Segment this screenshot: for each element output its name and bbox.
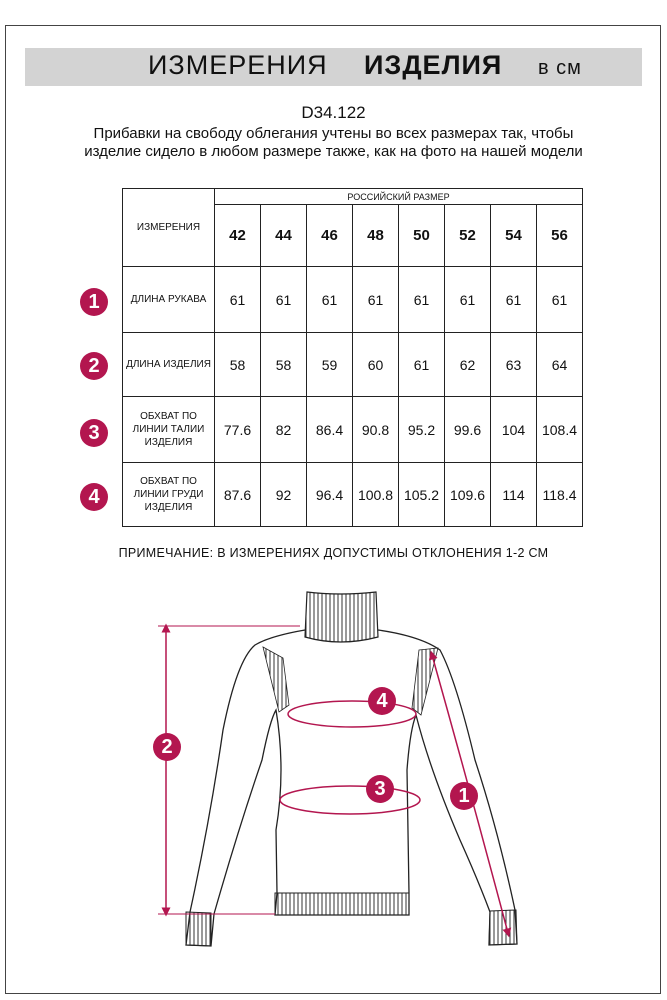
fit-note: Прибавки на свободу облегания учтены во всех размерах так, чтобы изделие сидело в любом размере также, как на фото на нашей модели [84,125,583,160]
measurement-value: 64 [537,333,583,397]
measurement-value: 86.4 [307,397,353,463]
row-number-badge: 2 [80,352,108,380]
table-row [123,333,583,397]
measurement-value: 118.4 [537,463,583,527]
measurement-value: 61 [445,267,491,333]
measurement-value: 58 [215,333,261,397]
size-header: 56 [537,205,583,267]
measurement-value: 87.6 [215,463,261,527]
measurement-value: 109.6 [445,463,491,527]
measurement-value: 58 [261,333,307,397]
measurement-value: 90.8 [353,397,399,463]
measurement-value: 61 [307,267,353,333]
page-title-units: в см [538,57,582,79]
measurement-value: 61 [261,267,307,333]
size-header: 48 [353,205,399,267]
sleeve-marker: 1 [450,782,478,810]
chest-ellipse [288,701,416,727]
measurement-value: 95.2 [399,397,445,463]
table-row [123,463,583,527]
measurement-value: 62 [445,333,491,397]
tolerance-remark: ПРИМЕЧАНИЕ: В ИЗМЕРЕНИЯХ ДОПУСТИМЫ ОТКЛОНЕНИЯ 1-2 СМ [118,546,549,560]
corner-label: ИЗМЕРЕНИЯ [123,189,215,267]
page-title-part1: ИЗМЕРЕНИЯ [148,50,328,80]
measurement-label: ДЛИНА ИЗДЕЛИЯ [123,333,215,397]
measurement-value: 77.6 [215,397,261,463]
table-row [123,267,583,333]
size-header: 44 [261,205,307,267]
page-title-part2: ИЗДЕЛИЯ [364,50,503,80]
measurement-value: 61 [353,267,399,333]
right-side-rib [412,648,438,715]
waist-ellipse [280,786,420,814]
measurement-value: 61 [491,267,537,333]
size-header: 52 [445,205,491,267]
collar [305,592,378,642]
measurement-value: 114 [491,463,537,527]
measurement-value: 61 [537,267,583,333]
row-number-badge: 3 [80,419,108,447]
measurement-value: 92 [261,463,307,527]
length-marker: 2 [153,733,181,761]
measurement-value: 61 [399,267,445,333]
measurement-label: ДЛИНА РУКАВА [123,267,215,333]
table-row [123,397,583,463]
size-group-label: РОССИЙСКИЙ РАЗМЕР [215,189,583,205]
size-header: 42 [215,205,261,267]
measurement-value: 61 [215,267,261,333]
measurement-value: 82 [261,397,307,463]
row-number-badge: 1 [80,288,108,316]
measurement-label: ОБХВАТ ПО ЛИНИИ ТАЛИИ ИЗДЕЛИЯ [123,397,215,463]
measurement-value: 99.6 [445,397,491,463]
chest-marker: 4 [368,687,396,715]
size-header: 54 [491,205,537,267]
size-table [122,188,583,527]
hem [275,893,409,915]
measurement-value: 63 [491,333,537,397]
size-header: 46 [307,205,353,267]
measurement-value: 105.2 [399,463,445,527]
article-code: D34.122 [301,103,366,122]
measurement-value: 108.4 [537,397,583,463]
left-side-rib [263,647,289,712]
size-header: 50 [399,205,445,267]
measurement-value: 60 [353,333,399,397]
sweater-diagram [0,560,667,990]
measurement-value: 104 [491,397,537,463]
measurement-value: 59 [307,333,353,397]
measurement-value: 96.4 [307,463,353,527]
measurement-value: 61 [399,333,445,397]
measurement-label: ОБХВАТ ПО ЛИНИИ ГРУДИ ИЗДЕЛИЯ [123,463,215,527]
left-cuff [186,912,211,946]
row-number-badge: 4 [80,483,108,511]
waist-marker: 3 [366,775,394,803]
measurement-value: 100.8 [353,463,399,527]
